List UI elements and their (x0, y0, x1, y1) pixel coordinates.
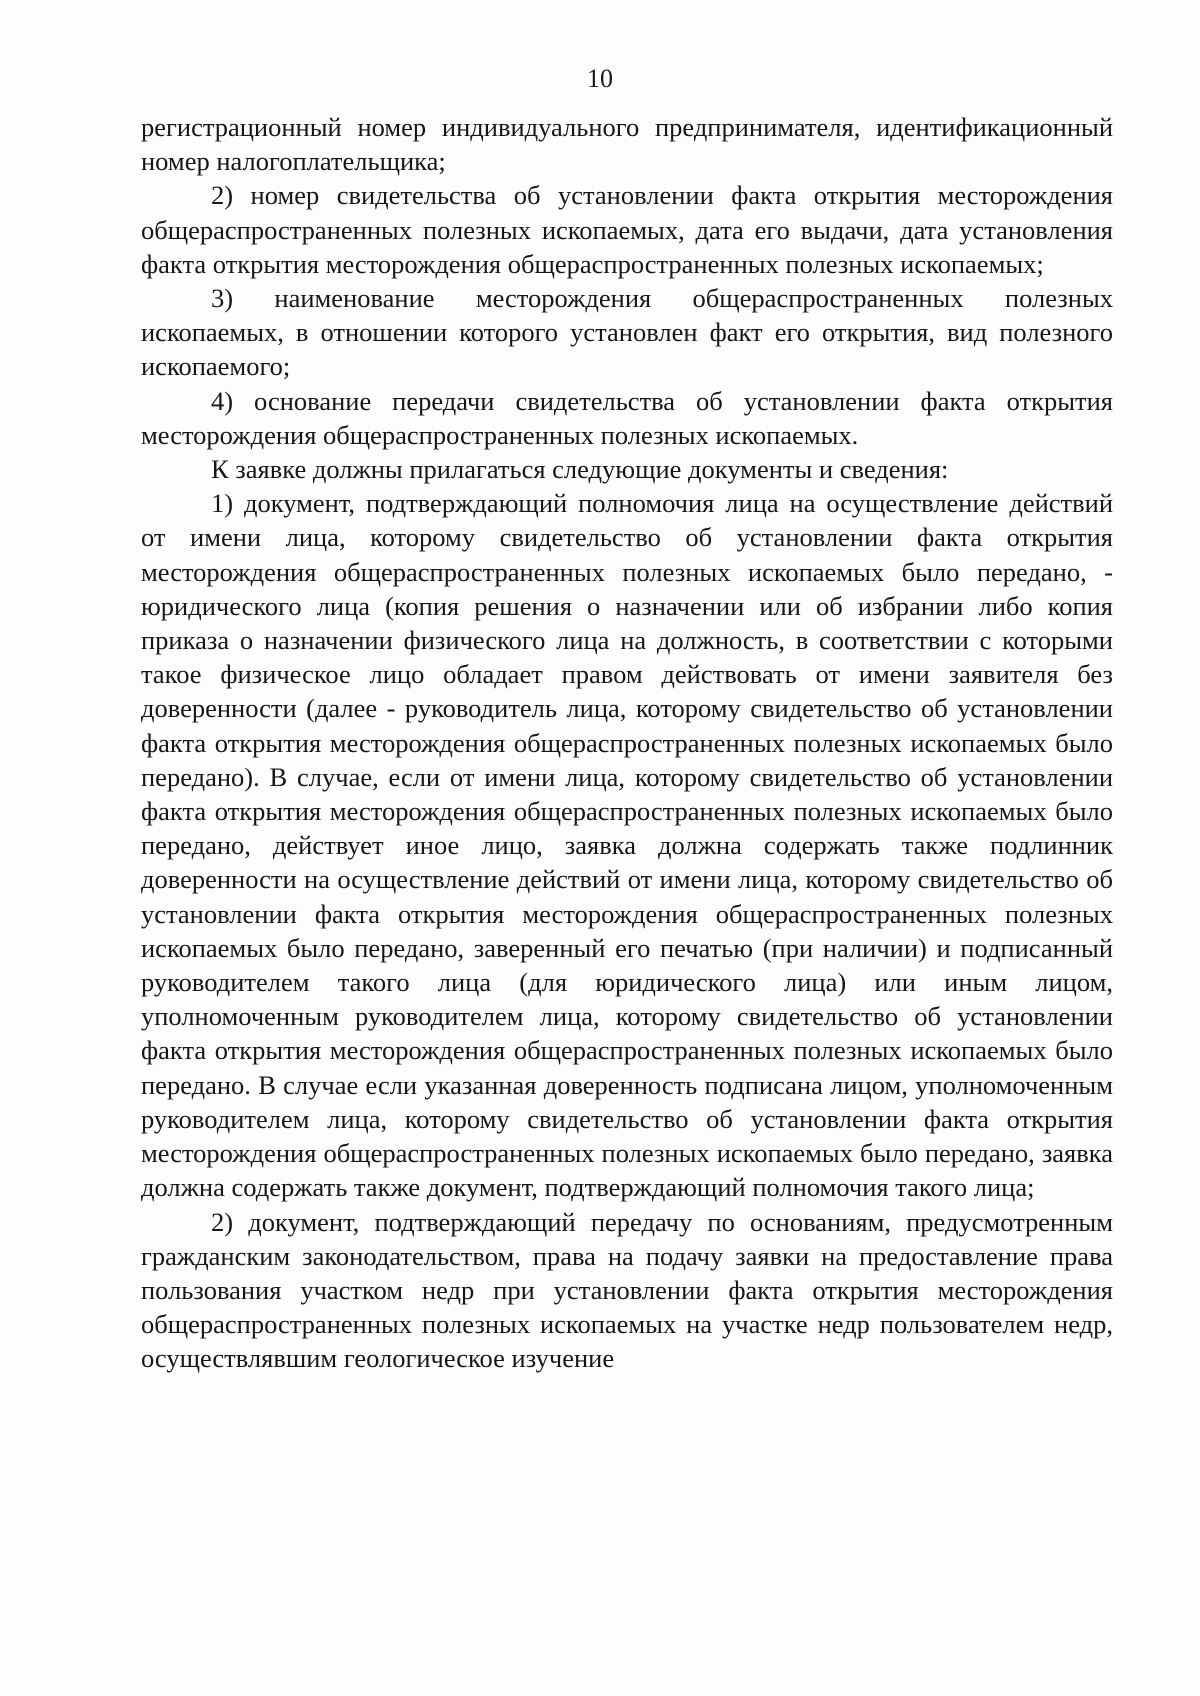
paragraph-3: 3) наименование месторождения общераспространенных полезных ископаемых, в отношении которого установлен факт его открытия, вид полезного ископаемого; (141, 283, 1113, 382)
paragraph-7: 2) документ, подтверждающий передачу по основаниям, предусмотренным гражданским законодательством, права на подачу заявки на предоставление права пользования участком недр при установлении факта открытия месторождения общераспространенных полезных ископаемых на участке недр пользователем недр, осуществлявшим геологическое изучение (141, 1206, 1113, 1374)
document-body (141, 110, 1113, 1376)
paragraph-5: К заявке должны прилагаться следующие документы и сведения: (211, 454, 949, 485)
page-number: 10 (587, 64, 613, 93)
paragraph-4: 4) основание передачи свидетельства об установлении факта открытия месторождения общераспространенных полезных ископаемых. (141, 385, 1113, 450)
paragraph-6: 1) документ, подтверждающий полномочия лица на осуществление действий от имени лица, которому свидетельство об установлении факта открытия месторождения общераспространенных полезных ископаемых было передано, - юридического лица (копия решения о назначении или об избрании либо копия приказа о назначении физического лица на должность, в соответствии с которыми такое физическое лицо обладает правом действовать от имени заявителя без доверенности (далее - руководитель лица, которому свидетельство об установлении факта открытия месторождения общераспространенных полезных ископаемых было передано). В случае, если от имени лица, которому свидетельство об установлении факта открытия месторождения общераспространенных полезных ископаемых было передано, действует иное лицо, заявка должна содержать также подлинник доверенности на осуществление действий от имени лица, которому свидетельство об установлении факта открытия месторождения общераспространенных полезных ископаемых было передано, заверенный его печатью (при наличии) и подписанный руководителем такого лица (для юридического лица) или иным лицом, уполномоченным руководителем лица, которому свидетельство об установлении факта открытия месторождения общераспространенных полезных ископаемых было передано. В случае если указанная доверенность подписана лицом, уполномоченным руководителем лица, которому свидетельство об установлении факта открытия месторождения общераспространенных полезных ископаемых было передано, заявка должна содержать также документ, подтверждающий полномочия такого лица; (141, 488, 1113, 1203)
paragraph-2: 2) номер свидетельства об установлении факта открытия месторождения общераспространенных полезных ископаемых, дата его выдачи, дата установления факта открытия месторождения общераспространенных полезных ископаемых; (141, 180, 1113, 279)
paragraph-1: регистрационный номер индивидуального предпринимателя, идентификационный номер налогоплательщика; (141, 112, 1113, 177)
